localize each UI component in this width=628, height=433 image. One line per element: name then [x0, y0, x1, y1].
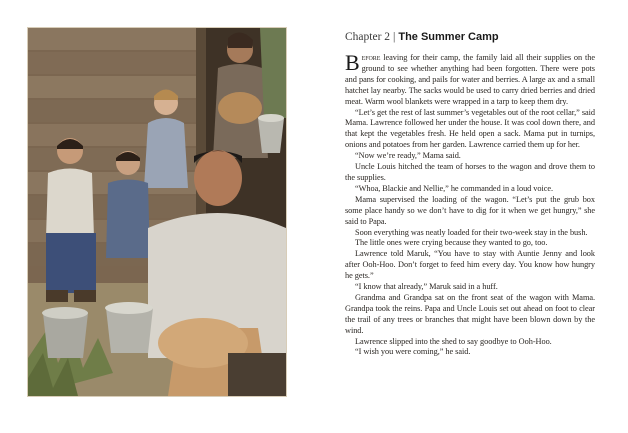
paragraph: Lawrence slipped into the shed to say goodbye to Ooh-Hoo.: [355, 336, 552, 346]
illustration-painting: [28, 28, 286, 396]
paragraph: Lawrence told Maruk, “You have to stay with Auntie Jenny and look after Ooh-Hoo. Don’t forget to feed him every day. You know how hungry he gets.”: [345, 249, 595, 281]
chapter-title: The Summer Camp: [398, 31, 499, 43]
chapter-heading: [345, 30, 595, 44]
paragraph: Mama supervised the loading of the wagon. “Let’s put the grub box some place handy so we don’t have to dig for it when we get hungry,” she said to Papa.: [345, 194, 595, 226]
paragraph: Grandma and Grandpa sat on the front seat of the wagon with Mama. Grandpa took the reins. Papa and Uncle Louis set out ahead on foot to clear the trail of any trees or branches that might have been blown down by the wind.: [345, 292, 595, 335]
opening-paragraph: [345, 50, 595, 108]
body-text: [345, 50, 595, 358]
pail-right: [258, 114, 284, 153]
paragraph: Soon everything was neatly loaded for their two-week stay in the bush.: [355, 227, 588, 237]
paragraph: Uncle Louis hitched the team of horses to the wagon and drove them to the supplies.: [345, 162, 595, 182]
opening-smallcaps: efore: [361, 53, 381, 62]
paragraph: “I wish you were coming,” he said.: [355, 347, 471, 357]
paragraph: “Now we’re ready,” Mama said.: [355, 151, 461, 161]
paragraph: “I know that already,” Maruk said in a huff.: [355, 282, 498, 292]
chapter-label: Chapter 2: [345, 31, 391, 43]
drop-cap: B: [345, 50, 360, 75]
paragraph: “Whoa, Blackie and Nellie,” he commanded in a loud voice.: [355, 183, 554, 193]
paragraph: The little ones were crying because they wanted to go, too.: [355, 238, 548, 248]
story-illustration: [27, 27, 287, 397]
text-column: [345, 30, 595, 358]
paragraph: “Let’s get the rest of last summer’s vegetables out of the root cellar,” said Mama. Lawrence followed her under the house. It was cool down there, and that kept the vegetables fresh. He held open a sack. Mama put in turnips, onions and potatoes from her garden. Lawrence carried them up for her.: [345, 107, 595, 150]
chapter-separator: |: [393, 31, 396, 43]
opening-text: leaving for their camp, the family laid all their supplies on the ground to see whether anything had been forgotten. There were pots and pans for cooking, and pails for water and berries. A large ax and a small hatchet lay nearby. The sacks would be used to carry dried berries and dried meat. Warm wool blankets were wrapped in a tarp to keep them dry.: [345, 53, 595, 106]
